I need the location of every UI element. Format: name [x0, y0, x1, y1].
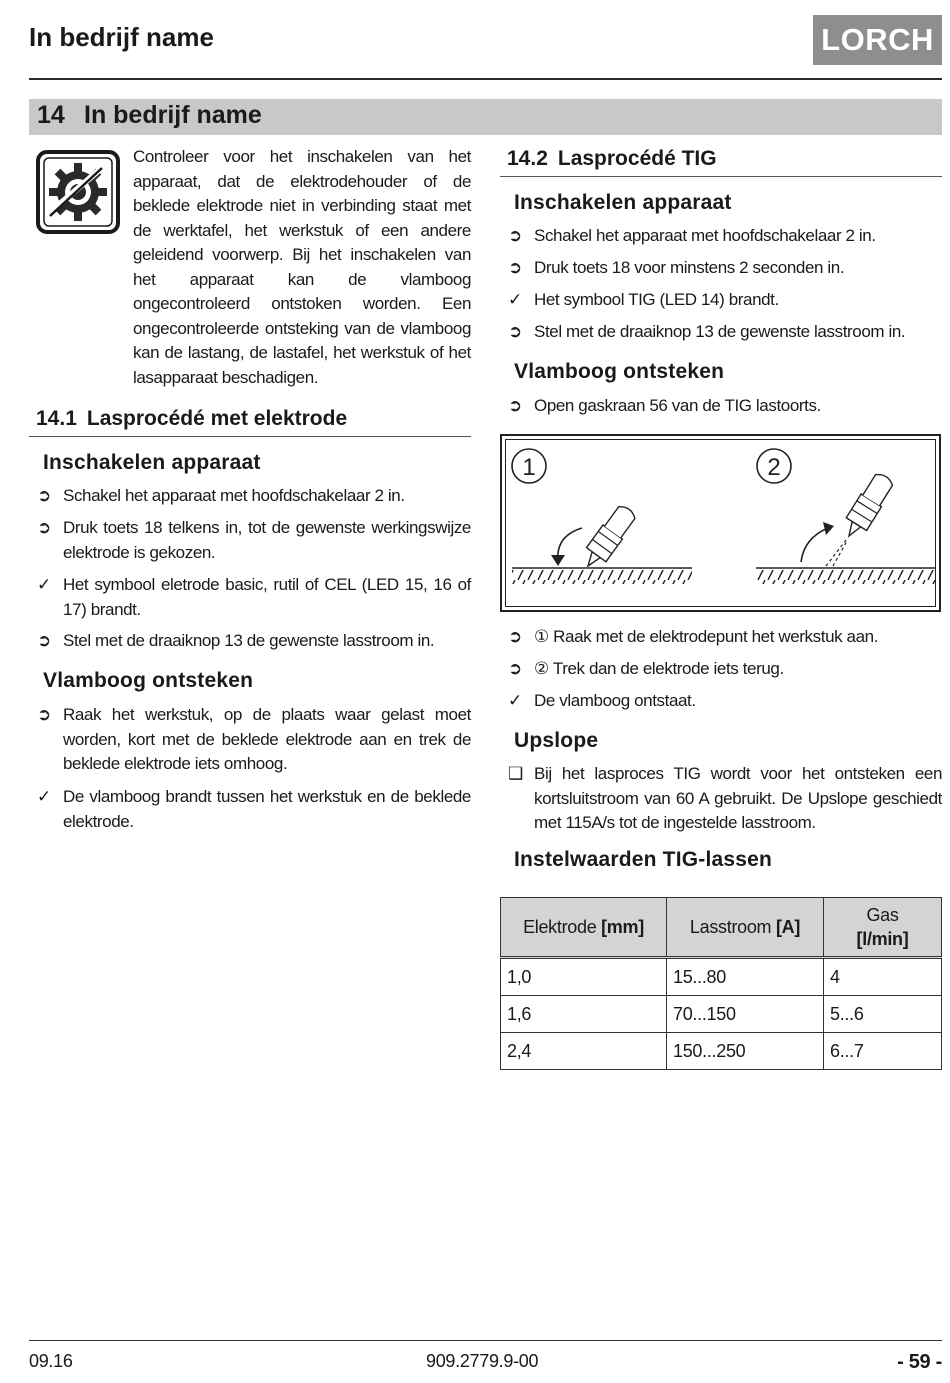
arrow-icon: ➲ [508, 627, 522, 646]
arrow-icon: ➲ [37, 631, 51, 650]
column-header-electrode: Elektrode [mm] [501, 898, 667, 958]
heading-switch-on-electrode: Inschakelen apparaat [43, 451, 261, 474]
heading-switch-on-tig: Inschakelen apparaat [514, 191, 732, 214]
section-heading [29, 99, 942, 135]
page-number: - 59 - [897, 1351, 942, 1373]
table-row [501, 1033, 942, 1070]
arrow-icon: ➲ [508, 322, 522, 341]
list-item-text: Het symbool TIG (LED 14) brandt. [534, 290, 779, 309]
list-item-text: Stel met de draaiknop 13 de gewenste lasstroom in. [534, 322, 906, 341]
arrow-icon: ➲ [37, 486, 51, 505]
checkmark-icon: ✓ [508, 691, 522, 710]
upslope-text: Bij het lasproces TIG wordt voor het ontsteken een kortsluitstroom van 60 A gebruikt. De Upslope geschiedt met 115A/s tot de ingestelde lasstroom. [534, 764, 942, 832]
subsection-divider [29, 436, 471, 437]
heading-tig-settings: Instelwaarden TIG-lassen [514, 848, 773, 871]
heading-ignite-electrode: Vlamboog ontsteken [43, 669, 254, 692]
table-cell: 5...6 [824, 996, 942, 1033]
list-item-text: Druk toets 18 voor minstens 2 seconden in. [534, 258, 845, 277]
table-cell: 4 [824, 958, 942, 996]
lorch-logo: LORCH [813, 15, 942, 65]
checkmark-icon: ✓ [37, 787, 51, 806]
checkmark-icon: ✓ [508, 290, 522, 309]
list-item-text: Schakel het apparaat met hoofdschakelaar 2 in. [63, 486, 405, 505]
subsection-title: Lasprocédé met elektrode [86, 407, 348, 430]
column-header-gas: Gas [l/min] [824, 898, 942, 958]
arrow-icon: ➲ [37, 705, 51, 724]
list-item-text: Schakel het apparaat met hoofdschakelaar 2 in. [534, 226, 876, 245]
table-header-row [501, 898, 942, 958]
page-header-title: In bedrijf name [29, 22, 214, 52]
table-cell: 150...250 [667, 1033, 824, 1070]
arrow-icon: ➲ [508, 226, 522, 245]
arrow-icon: ➲ [508, 258, 522, 277]
checkbox-icon: ❑ [508, 764, 523, 783]
table-cell: 1,6 [501, 996, 667, 1033]
table-cell: 2,4 [501, 1033, 667, 1070]
table-row [501, 996, 942, 1033]
table-cell: 1,0 [501, 958, 667, 996]
arrow-icon: ➲ [37, 518, 51, 537]
list-item-text: Open gaskraan 56 van de TIG lastoorts. [534, 396, 821, 415]
checkmark-icon: ✓ [37, 575, 51, 594]
list-item-text: De vlamboog ontstaat. [534, 691, 696, 710]
gear-warning-icon [36, 150, 120, 234]
table-cell: 6...7 [824, 1033, 942, 1070]
subsection-number: 14.2 [507, 147, 548, 170]
intro-warning-text: Controleer voor het inschakelen van het apparaat, dat de elektrodehouder of de beklede elektrode niet in verbinding staat met de werktafel, het werkstuk of een andere geleidend voorwerp. Bij het inschakelen van het apparaat kan de vlamboog ongecontroleerd ontstoken worden. Een ongecontroleerde ontsteking van de vlamboog kan de lastang, de lastafel, het werkstuk of het lasapparaat beschadigen. [133, 147, 471, 387]
list-item-text: De vlamboog brandt tussen het werkstuk en de beklede elektrode. [63, 787, 471, 831]
heading-upslope: Upslope [514, 729, 599, 752]
arrow-icon: ➲ [508, 396, 522, 415]
table-cell: 15...80 [667, 958, 824, 996]
subsection-divider [500, 176, 942, 177]
subsection-14-1-heading [36, 407, 347, 431]
step-2-label: 2 [767, 454, 781, 481]
list-item-text: Stel met de draaiknop 13 de gewenste lasstroom in. [63, 631, 435, 650]
subsection-title: Lasprocédé TIG [557, 147, 717, 170]
footer-date: 09.16 [29, 1351, 73, 1371]
heading-ignite-tig: Vlamboog ontsteken [514, 360, 725, 383]
section-title: In bedrijf name [84, 101, 262, 129]
header-divider [29, 78, 942, 80]
column-header-current: Lasstroom [A] [667, 898, 824, 958]
tig-torch-lifted [839, 470, 896, 542]
tig-settings-table [500, 897, 942, 1070]
list-item-text: ① Raak met de elektrodepunt het werkstuk aan. [534, 627, 879, 646]
tig-torch-touching [578, 502, 639, 573]
list-item-text: ② Trek dan de elektrode iets terug. [534, 659, 784, 678]
section-number: 14 [37, 101, 65, 129]
footer-divider [29, 1340, 942, 1341]
arrow-icon: ➲ [508, 659, 522, 678]
table-cell: 70...150 [667, 996, 824, 1033]
table-row [501, 958, 942, 996]
step-1-label: 1 [522, 454, 536, 481]
tig-ignition-figure [500, 434, 941, 612]
list-item-text: Raak het werkstuk, op de plaats waar gelast moet worden, kort met de beklede elektrode aan en trek de beklede elektrode iets omhoog. [63, 705, 471, 773]
subsection-14-2-heading [507, 147, 717, 171]
footer-doc-number: 909.2779.9-00 [426, 1351, 539, 1371]
subsection-number: 14.1 [36, 407, 77, 430]
list-item-text: Het symbool eletrode basic, rutil of CEL (LED 15, 16 of 17) brandt. [63, 575, 471, 619]
list-item-text: Druk toets 18 telkens in, tot de gewenste werkingswijze elektrode is gekozen. [63, 518, 471, 562]
